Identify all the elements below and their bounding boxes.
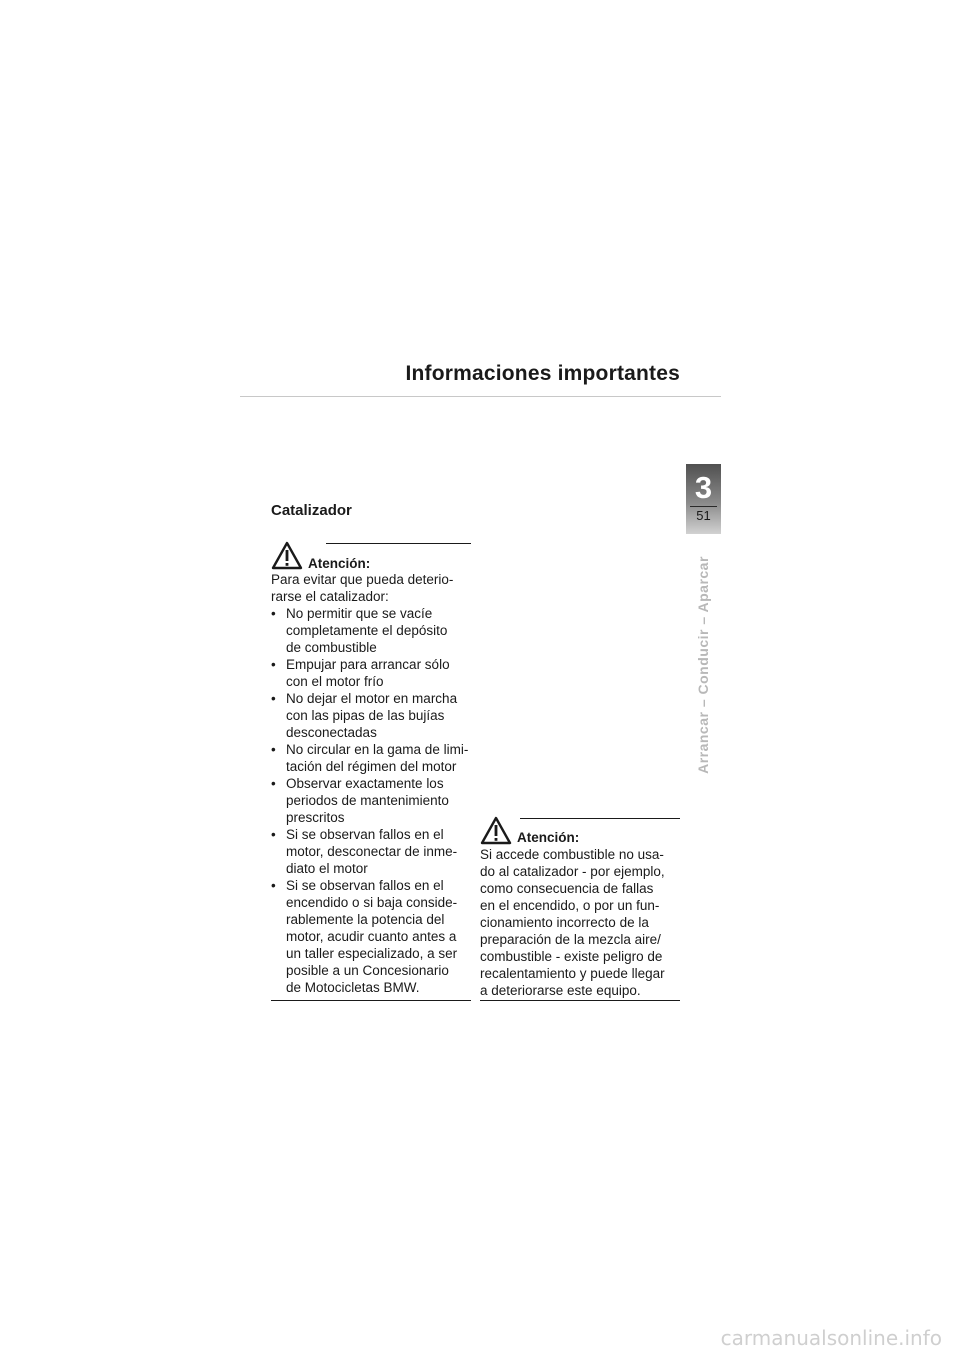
list-item: • No dejar el motor en marcha con las pipas de las bujías desconectadas — [271, 691, 458, 740]
list-item: • Empujar para arrancar sólo con el motor frío — [271, 657, 450, 689]
warning-bottom-rule — [480, 1000, 680, 1001]
list-item: • Si se observan fallos en el encendido o si baja conside- rablemente la potencia del motor, acudir cuanto antes a un taller especializado, a ser posible a un Concesionario de Motocicletas BMW. — [271, 878, 458, 995]
page-number: 51 — [696, 508, 711, 523]
page-title: Informaciones importantes — [405, 362, 680, 385]
warning-box-right — [480, 818, 680, 1003]
warning-bullet-list — [271, 605, 471, 996]
warning-triangle-icon — [480, 816, 512, 846]
list-item: • No permitir que se vacíe completamente el depósito de combustible — [271, 606, 448, 655]
warning-top-rule — [326, 543, 471, 544]
warning-triangle-icon — [271, 541, 303, 571]
chapter-number: 3 — [694, 470, 713, 505]
section-heading: Catalizador — [271, 502, 352, 519]
list-item: • Si se observan fallos en el motor, desconectar de inme- diato el motor — [271, 827, 458, 876]
site-watermark: carmanualsonline.info — [720, 1326, 942, 1350]
list-item: • Observar exactamente los periodos de mantenimiento prescritos — [271, 776, 449, 825]
warning-intro: Para evitar que pueda deterio- rarse el catalizador: — [271, 572, 454, 604]
chapter-side-label: Arrancar – Conducir – Aparcar — [695, 556, 711, 774]
list-item: • No circular en la gama de limi- tación del régimen del motor — [271, 742, 469, 774]
warning-box-left — [271, 543, 471, 1003]
warning-text: Si accede combustible no usa- do al catalizador - por ejemplo, como consecuencia de fallas en el encendido, o por un fun- cionamiento incorrecto de la preparación de la mezcla aire/ combustible - existe peligro de recalentamiento y puede llegar a deteriorarse este equipo. — [480, 847, 665, 998]
title-divider — [240, 396, 721, 397]
warning-top-rule — [520, 818, 680, 819]
warning-title: Atención: — [517, 830, 580, 845]
warning-title: Atención: — [308, 556, 371, 571]
warning-bottom-rule — [271, 1000, 471, 1001]
